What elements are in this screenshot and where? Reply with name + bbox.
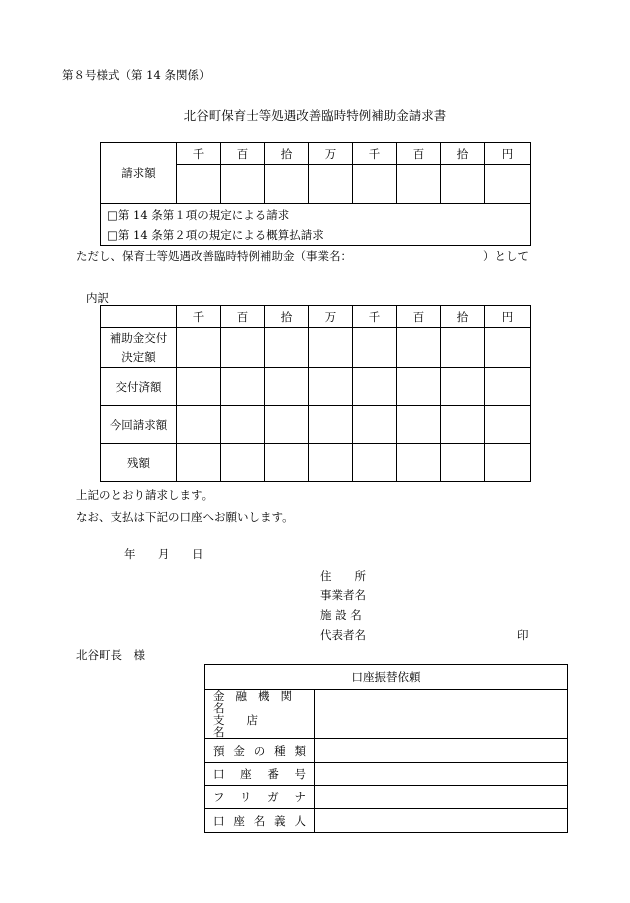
unit-header: 万 xyxy=(309,306,353,328)
amount-digit-cell[interactable] xyxy=(441,444,485,482)
amount-digit-cell[interactable] xyxy=(353,406,397,444)
amount-digit-cell[interactable] xyxy=(353,444,397,482)
facility-name-label: 施 設 名 xyxy=(320,608,362,622)
unit-header: 円 xyxy=(485,306,531,328)
amount-digit-cell[interactable] xyxy=(397,165,441,204)
row-label-decided-amount: 補助金交付 決定額 xyxy=(101,328,177,368)
amount-digit-cell[interactable] xyxy=(397,444,441,482)
breakdown-heading: 内訳 xyxy=(86,291,109,305)
amount-digit-cell[interactable] xyxy=(221,444,265,482)
unit-header: 万 xyxy=(309,143,353,165)
amount-digit-cell[interactable] xyxy=(353,368,397,406)
row-label-paid-amount: 交付済額 xyxy=(101,368,177,406)
unit-header: 拾 xyxy=(441,306,485,328)
unit-header: 千 xyxy=(177,306,221,328)
deposit-type-label: 預金の種類 xyxy=(205,739,315,763)
bank-account-table xyxy=(204,664,568,833)
bank-branch-value[interactable] xyxy=(315,690,568,739)
row-label-remaining: 残額 xyxy=(101,444,177,482)
proviso-suffix: ）として xyxy=(483,249,529,263)
amount-digit-cell[interactable] xyxy=(397,328,441,368)
account-holder-label: 口座名義人 xyxy=(205,809,315,833)
statement-payment: なお、支払は下記の口座へお願いします。 xyxy=(76,510,294,524)
claim-amount-table xyxy=(100,142,531,246)
seal-mark: 印 xyxy=(517,628,529,642)
amount-digit-cell[interactable] xyxy=(265,444,309,482)
deposit-type-value[interactable] xyxy=(315,739,568,763)
document-title: 北谷町保育士等処遇改善臨時特例補助金請求書 xyxy=(183,108,447,123)
unit-header: 百 xyxy=(221,306,265,328)
amount-digit-cell[interactable] xyxy=(441,406,485,444)
amount-digit-cell[interactable] xyxy=(309,444,353,482)
form-number: 第８号様式（第 14 条関係） xyxy=(62,68,211,82)
amount-digit-cell[interactable] xyxy=(177,444,221,482)
unit-header: 拾 xyxy=(265,143,309,165)
address-label: 住 所 xyxy=(320,569,366,583)
amount-digit-cell[interactable] xyxy=(397,406,441,444)
amount-digit-cell[interactable] xyxy=(221,328,265,368)
bank-table-title: 口座振替依頼 xyxy=(205,665,568,690)
claim-amount-label: 請求額 xyxy=(101,143,177,204)
date-month: 月 xyxy=(158,547,170,561)
furigana-label: フリガナ xyxy=(205,786,315,809)
business-name-label: 事業者名 xyxy=(320,588,366,602)
statement-request: 上記のとおり請求します。 xyxy=(76,488,214,502)
unit-header: 百 xyxy=(397,143,441,165)
unit-header: 千 xyxy=(353,306,397,328)
row-label-current-claim: 今回請求額 xyxy=(101,406,177,444)
unit-header: 円 xyxy=(485,143,531,165)
amount-digit-cell[interactable] xyxy=(485,368,531,406)
amount-digit-cell[interactable] xyxy=(441,328,485,368)
amount-digit-cell[interactable] xyxy=(309,368,353,406)
amount-digit-cell[interactable] xyxy=(221,165,265,204)
amount-digit-cell[interactable] xyxy=(221,368,265,406)
amount-digit-cell[interactable] xyxy=(221,406,265,444)
amount-digit-cell[interactable] xyxy=(485,406,531,444)
date-year: 年 xyxy=(124,547,136,561)
representative-label: 代表者名 xyxy=(320,628,366,642)
amount-digit-cell[interactable] xyxy=(397,368,441,406)
amount-digit-cell[interactable] xyxy=(309,165,353,204)
claim-option-regular[interactable]: □第 14 条第１項の規定による請求 xyxy=(107,207,290,222)
amount-digit-cell[interactable] xyxy=(265,406,309,444)
amount-digit-cell[interactable] xyxy=(485,444,531,482)
claim-option-advance[interactable]: □第 14 条第２項の規定による概算払請求 xyxy=(107,227,324,242)
breakdown-corner xyxy=(101,306,177,328)
amount-digit-cell[interactable] xyxy=(177,165,221,204)
amount-digit-cell[interactable] xyxy=(309,328,353,368)
proviso-text: ただし、保育士等処遇改善臨時特例補助金（事業名： xyxy=(76,249,352,263)
unit-header: 百 xyxy=(397,306,441,328)
account-holder-value[interactable] xyxy=(315,809,568,833)
unit-header: 拾 xyxy=(441,143,485,165)
bank-name-line: 金融機関名 xyxy=(213,689,303,715)
account-number-value[interactable] xyxy=(315,763,568,786)
amount-digit-cell[interactable] xyxy=(309,406,353,444)
amount-digit-cell[interactable] xyxy=(177,368,221,406)
amount-digit-cell[interactable] xyxy=(441,165,485,204)
amount-digit-cell[interactable] xyxy=(353,328,397,368)
amount-digit-cell[interactable] xyxy=(353,165,397,204)
amount-digit-cell[interactable] xyxy=(265,328,309,368)
amount-digit-cell[interactable] xyxy=(485,165,531,204)
branch-name-line: 支店名 xyxy=(213,713,280,739)
unit-header: 拾 xyxy=(265,306,309,328)
amount-digit-cell[interactable] xyxy=(177,406,221,444)
unit-header: 百 xyxy=(221,143,265,165)
bank-branch-label xyxy=(205,690,315,739)
unit-header: 千 xyxy=(353,143,397,165)
date-day: 日 xyxy=(192,547,204,561)
amount-digit-cell[interactable] xyxy=(265,368,309,406)
unit-header: 千 xyxy=(177,143,221,165)
addressee: 北谷町長 様 xyxy=(76,648,145,662)
furigana-value[interactable] xyxy=(315,786,568,809)
account-number-label: 口座番号 xyxy=(205,763,315,786)
amount-digit-cell[interactable] xyxy=(265,165,309,204)
amount-digit-cell[interactable] xyxy=(177,328,221,368)
amount-digit-cell[interactable] xyxy=(485,328,531,368)
amount-digit-cell[interactable] xyxy=(441,368,485,406)
breakdown-table xyxy=(100,305,531,482)
